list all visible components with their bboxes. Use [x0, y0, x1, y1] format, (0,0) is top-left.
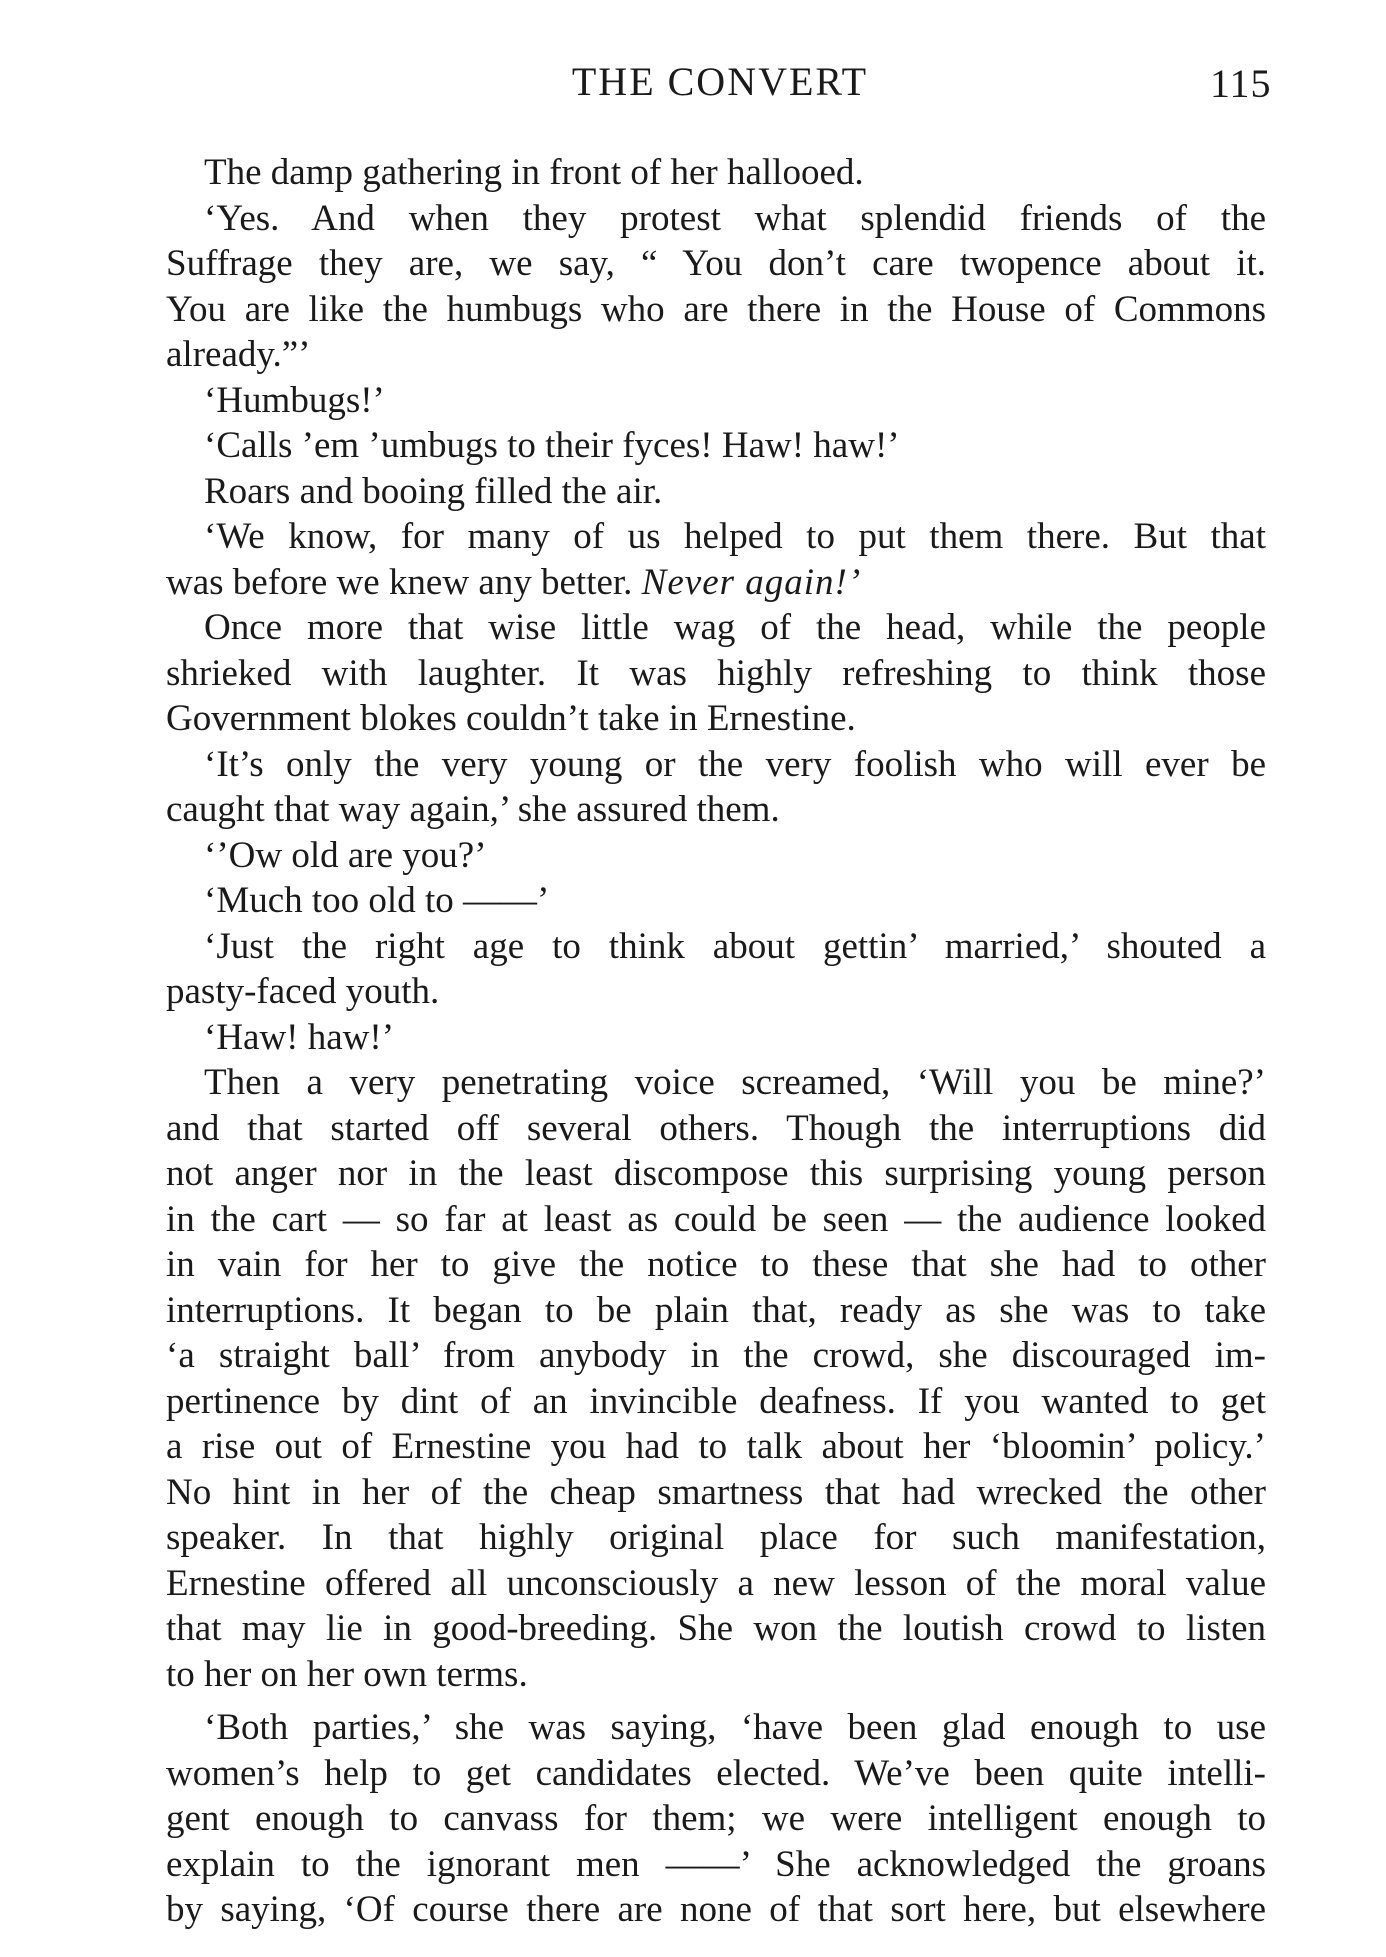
- text-line-content: ‘Both parties,’ she was saying, ‘have been glad enough to use: [204, 1707, 1266, 1748]
- text-line-content: ‘Just the right age to think about gettin’ married,’ shouted a: [204, 925, 1266, 967]
- text-line: [166, 878, 1266, 924]
- text-line-content: ‘a straight ball’ from anybody in the crowd, she discouraged im-: [166, 1335, 1266, 1376]
- text-line-content: interruptions. It began to be plain that, ready as she was to take: [166, 1289, 1266, 1331]
- text-line-content: to her on her own terms.: [166, 1653, 528, 1695]
- text-line-content: Then a very penetrating voice screamed, ‘Will you be mine?’: [204, 1062, 1266, 1103]
- text-line: [166, 1288, 1266, 1334]
- text-line-content: Once more that wise little wag of the head, while the people: [204, 607, 1266, 648]
- italic-phrase: Never again!’: [641, 561, 862, 603]
- text-line: [166, 969, 1266, 1015]
- text-line: [166, 1333, 1266, 1379]
- text-line: [166, 696, 1266, 742]
- text-line: [166, 150, 1266, 196]
- text-line: [166, 332, 1266, 378]
- text-line: [166, 1197, 1266, 1243]
- text-line-content: ‘We know, for many of us helped to put them there. But that: [204, 516, 1266, 557]
- text-line: [166, 1606, 1266, 1652]
- text-line-content: Suffrage they are, we say, “ You don’t care twopence about it.: [166, 243, 1266, 284]
- running-title: THE CONVERT: [571, 59, 869, 104]
- text-line: [166, 514, 1266, 560]
- text-line-content: ‘Humbugs!’: [204, 379, 385, 421]
- text-line-content: and that started off several others. Though the interruptions did: [166, 1107, 1266, 1149]
- text-line-content: ‘Haw! haw!’: [204, 1016, 395, 1058]
- text-line: [166, 378, 1266, 424]
- text-line: [166, 742, 1266, 788]
- text-line: [166, 1887, 1266, 1933]
- text-line-content: not anger nor in the least discompose this surprising young person: [166, 1153, 1266, 1194]
- text-line: [166, 1015, 1266, 1061]
- text-line-content: explain to the ignorant men ——’ She acknowledged the groans: [166, 1843, 1266, 1885]
- text-line-content: pertinence by dint of an invincible deafness. If you wanted to get: [166, 1380, 1266, 1422]
- text-line: [166, 196, 1266, 242]
- text-line-content: Ernestine offered all unconsciously a new lesson of the moral value: [166, 1562, 1266, 1604]
- text-line-content: Government blokes couldn’t take in Ernestine.: [166, 698, 856, 739]
- text-line: [166, 287, 1266, 333]
- text-line-content: pasty-faced youth.: [166, 971, 440, 1012]
- text-line: [166, 560, 1266, 606]
- text-line-content: by saying, ‘Of course there are none of that sort here, but elsewhere: [166, 1889, 1266, 1930]
- body-text: [166, 150, 1266, 1933]
- text-line-content: was before we knew any better.: [166, 561, 633, 603]
- text-line-content: caught that way again,’ she assured them.: [166, 789, 780, 830]
- text-line-content: already.”’: [166, 334, 311, 375]
- text-line: [166, 1796, 1266, 1842]
- text-line-content: ‘It’s only the very young or the very foolish who will ever be: [204, 743, 1266, 785]
- text-line-content: ‘Yes. And when they protest what splendid friends of the: [204, 197, 1266, 239]
- text-line-content: in the cart — so far at least as could be seen — the audience looked: [166, 1198, 1266, 1240]
- text-line-content: in vain for her to give the notice to these that she had to other: [166, 1244, 1266, 1285]
- text-line-content: gent enough to canvass for them; we were intelligent enough to: [166, 1798, 1266, 1839]
- text-line: [166, 423, 1266, 469]
- text-line: [166, 1705, 1266, 1751]
- text-line: [166, 1106, 1266, 1152]
- text-line-content: You are like the humbugs who are there in the House of Commons: [166, 288, 1266, 330]
- text-line: [166, 1515, 1266, 1561]
- text-line: [166, 1151, 1266, 1197]
- text-line: [166, 1652, 1266, 1698]
- running-head: [0, 58, 1386, 108]
- text-line-content: ‘Much too old to ——’: [204, 880, 550, 921]
- text-line: [166, 1060, 1266, 1106]
- text-line-content: No hint in her of the cheap smartness that had wrecked the other: [166, 1471, 1266, 1513]
- text-line: [166, 1242, 1266, 1288]
- text-line: [166, 241, 1266, 287]
- text-line: [166, 651, 1266, 697]
- text-line: [166, 833, 1266, 879]
- text-line: [166, 1424, 1266, 1470]
- text-line-content: ‘’Ow old are you?’: [204, 834, 487, 876]
- text-line: [166, 1751, 1266, 1797]
- text-line-content: that may lie in good-breeding. She won the loutish crowd to listen: [166, 1608, 1266, 1649]
- text-line: [166, 469, 1266, 515]
- text-line: [166, 1561, 1266, 1607]
- text-line-content: speaker. In that highly original place for such manifestation,: [166, 1517, 1266, 1558]
- text-line: [166, 924, 1266, 970]
- text-line-content: women’s help to get candidates elected. We’ve been quite intelli-: [166, 1752, 1266, 1794]
- text-line: [166, 605, 1266, 651]
- text-line-content: The damp gathering in front of her hallooed.: [204, 152, 864, 193]
- text-line: [166, 1379, 1266, 1425]
- text-line: [166, 787, 1266, 833]
- text-line-content: shrieked with laughter. It was highly refreshing to think those: [166, 652, 1266, 694]
- text-line-content: a rise out of Ernestine you had to talk about her ‘bloomin’ policy.’: [166, 1426, 1266, 1467]
- text-line-content: Roars and booing filled the air.: [204, 470, 663, 512]
- text-line: [166, 1470, 1266, 1516]
- text-line-content: ‘Calls ’em ’umbugs to their fyces! Haw! haw!’: [204, 425, 900, 466]
- text-line: [166, 1842, 1266, 1888]
- page-number: 115: [1210, 61, 1272, 106]
